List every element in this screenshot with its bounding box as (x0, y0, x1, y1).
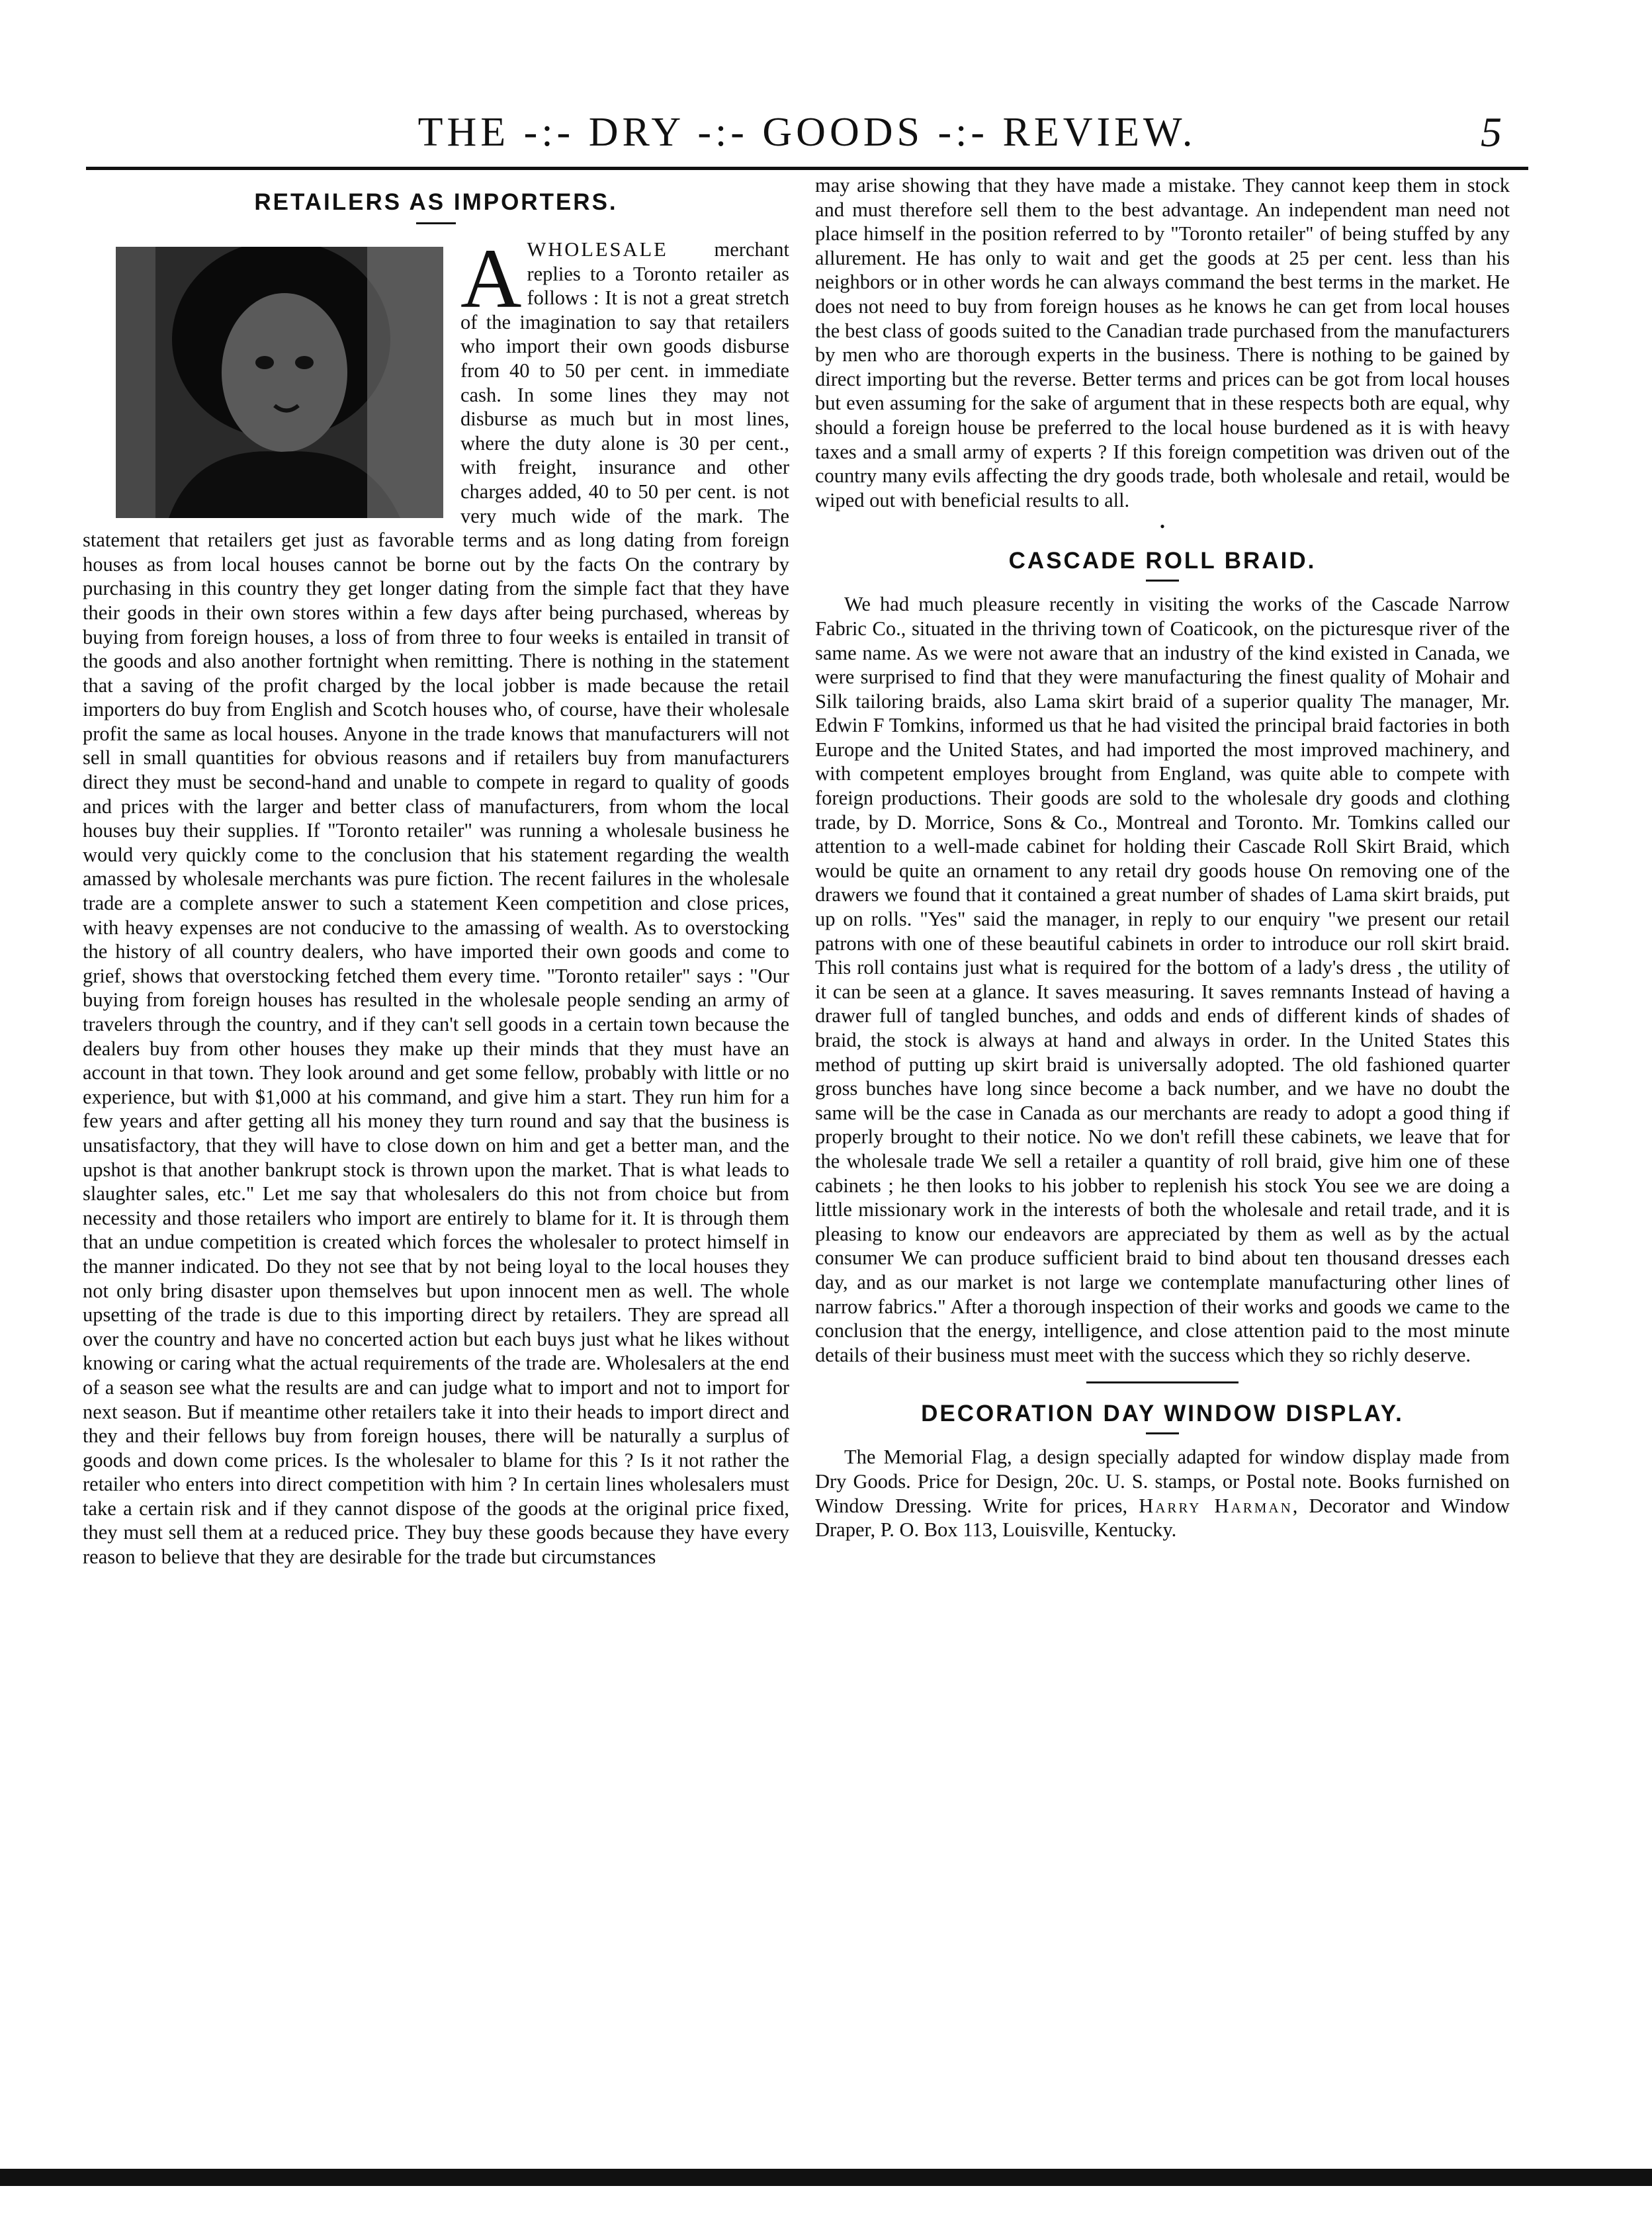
article-heading-retailers: RETAILERS AS IMPORTERS. (254, 189, 618, 215)
publication-title: THE -:- DRY -:- GOODS -:- REVIEW. (417, 110, 1197, 155)
advertiser-name: Harry Harman (1139, 1494, 1293, 1517)
heading-dash (1146, 1432, 1179, 1434)
bottom-border (0, 2169, 1652, 2186)
header-rule (86, 167, 1528, 170)
article-heading-decoration: DECORATION DAY WINDOW DISPLAY. (921, 1401, 1404, 1427)
left-column (83, 173, 789, 1569)
lead-caps: WHOLESALE (527, 238, 668, 261)
page-number: 5 (1481, 109, 1502, 155)
decoration-text-lead: The Memorial Flag, a design specially adapted for window display made from Dry Goods. Price for Design, 20c. U. S. stamps, or Postal note. Books furnished on Window Dressing. Write for prices, (815, 1446, 1510, 1517)
heading-dash (416, 222, 456, 224)
separator-rule (1086, 1381, 1239, 1383)
page-header (86, 106, 1528, 159)
article-body-continuation: may arise showing that they have made a mistake. They cannot keep them in stock and must therefore sell them to the best advantage. An independent man need not place himself in the position referred to by "Toronto retailer" of being stuffed by any allurement. He has only to wait and get the goods at 25 per cent. less than his neighbors or in other words he can always command the best terms in the market. He does not need to buy from foreign houses as he knows he can get from local houses the best class of goods suited to the Canadian trade purchased from the manufacturers by men who are thorough experts in the business. There is nothing to be gained by direct importing but the reverse. Better terms and prices can be got from local houses but even assuming for the sake of argument that in these respects both are equal, why should a foreign house be preferred to the local house burdened as it is with heavy taxes and a small army of experts ? If this foreign competition was driven out of the country many evils affecting the dry goods trade, both wholesale and retail, would be wiped out with beneficial results to all. (815, 174, 1510, 511)
article-body-cascade: We had much pleasure recently in visiting the works of the Cascade Narrow Fabric Co., situated in the thriving town of Coaticook, on the picturesque river of the same name. As we were not aware that an industry of the kind existed in Canada, we were surprised to find that they were manufacturing the finest quality of Mohair and Silk tailoring braids, also Lama skirt braid of a superior quality The manager, Mr. Edwin F Tomkins, informed us that he had visited the principal braid factories in both Europe and the United States, and had imported the most improved machinery, and with competent employes brought from England, was quite able to compete with foreign productions. Their goods are sold to the wholesale dry goods and clothing trade, by D. Morrice, Sons & Co., Montreal and Toronto. Mr. Tomkins called our attention to a well-made cabinet for holding their Cascade Roll Skirt Braid, which would be quite an ornament to any retail dry goods house On removing one of the drawers we found that it contained a great number of shades of Lama skirt braids, put up on rolls. "Yes" said the manager, in reply to our enquiry "we present our retail patrons with one of these beautiful cabinets in order to introduce our roll skirt braid. This roll contains just what is required for the bottom of a lady's dress , the utility of it can be seen at a glance. It saves measuring. It saves remnants Instead of having a drawer full of tangled bunches, and odds and ends of different kinds of shades of braid, the stock is always at hand and always in order. In the United States this method of putting up skirt braid is universally adopted. The old fashioned quarter gross bunches have long since become a back number, and we have no doubt the same will be the case in Canada as our merchants are ready to adopt a good thing if properly brought to their notice. No we don't refill these cabinets, we leave that for the wholesale trade We sell a retailer a quantity of roll braid, give him one of these cabinets ; he then looks to his jobber to replenish his stock You see we are doing a little missionary work in the interests of both the wholesale and retail trade, and it is pleasing to know our endeavors are appreciated by them as well as by the actual consumer We can produce sufficient braid to bind about ten thousand dresses each day, and as our market is not large we contemplate manufacturing other lines of narrow fabrics." After a thorough inspection of their works and goods we came to the conclusion that the energy, intelligence, and close attention paid to the most minute details of their business must meet with the success which they so richly deserve. (815, 593, 1510, 1366)
heading-dash (1146, 580, 1179, 582)
decoration-text-tail: , Decorator and Window Draper, P. O. Box 113, Louisville, Kentucky. (815, 1494, 1510, 1542)
article-body-decoration (815, 1445, 1510, 1542)
separator-bullet: • (1160, 518, 1165, 535)
drop-cap: A (460, 232, 522, 326)
article-heading-cascade: CASCADE ROLL BRAID. (1008, 548, 1317, 574)
right-column (815, 173, 1510, 1542)
lead-text: merchant replies to a Toronto retailer as follows : It is not a great stretch of the imagination to say that retailers who import their own goods disburse from 40 to 50 per cent. in immediate cash. In some lines they may not disburse as much but in most lines, where the duty alone is 30 per cent., with freight, insurance and other charges added, 40 to 50 per cent. is not very much wide of the mark. The statement that retailers get just as favorable terms and as long dating from foreign houses as from local houses cannot be borne out by the facts On the contrary by purchasing in this country they get longer dating from the simple fact that they have their goods in their own stores within a few days after being purchased, whereas by buying from foreign houses, a loss of from three to four weeks is entailed in transit of the goods and also another fortnight when remitting. There is nothing in the statement that a saving of the profit charged by the local jobber is made because the retail importers do buy from English and Scotch houses who, of course, have their wholesale profit the same as local houses. Anyone in the trade knows that manufacturers will not sell in small quantities for obvious reasons and if retailers buy from manufacturers direct they must be second-hand and unable to compete in regard to quality of goods and prices with the larger and better class of manufacturers, from whom the local houses buy their supplies. If "Toronto retailer" was running a wholesale business he would very quickly come to the conclusion that his statement regarding the wealth amassed by wholesale merchants was pure fiction. The recent failures in the wholesale trade are a complete answer to such a statement Keen competition and close prices, with heavy expenses are not conducive to the amassing of wealth. As to overstocking the history of all country dealers, who have imported their own goods and come to grief, shows that overstocking fetched them every time. "Toronto retailer" says : "Our buying from foreign houses has resulted in the wholesale people sending an army of travelers through the country, and if they can't sell goods in a certain town because the dealers buy from other houses they make up their minds that they must have an account in that town. They look around and get some fellow, probably with little or no experience, but with $1,000 at his command, and give him a start. They run him for a few years and after getting all his money they turn round and say that the business is unsatisfactory, that they will have to close down on him and get a better man, and the upshot is that another bankrupt stock is thrown upon the market. That is what leads to slaughter sales, etc." Let me say that wholesalers do this not from choice but from necessity and those retailers who import are entirely to blame for it. It is through them that an undue competition is created which forces the wholesaler to protect himself in the manner indicated. Do they not see that by not being loyal to the local houses they not only bring disaster upon themselves but upon innocent men as well. The whole upsetting of the trade is due to this importing direct by retailers. They are spread all over the country and have no concerted action but each buys just what he likes without knowing or caring what the actual requirements of the trade are. Wholesalers at the end of a season see what the results are and can judge what to import and not to import for next season. But if meantime other retailers take it into their heads to import direct and they and their fellows buy from foreign houses, there will be naturally a surplus of goods and down come prices. Is the wholesaler to blame for this ? Is it not rather the retailer who enters into direct competition with him ? In certain lines wholesalers must take a certain risk and if they cannot dispose of the goods at the original price fixed, they must sell them at a reduced price. They buy these goods because they have every reason to believe that they are desirable for the trade but circumstances (83, 238, 789, 1569)
portrait-image (116, 247, 443, 518)
